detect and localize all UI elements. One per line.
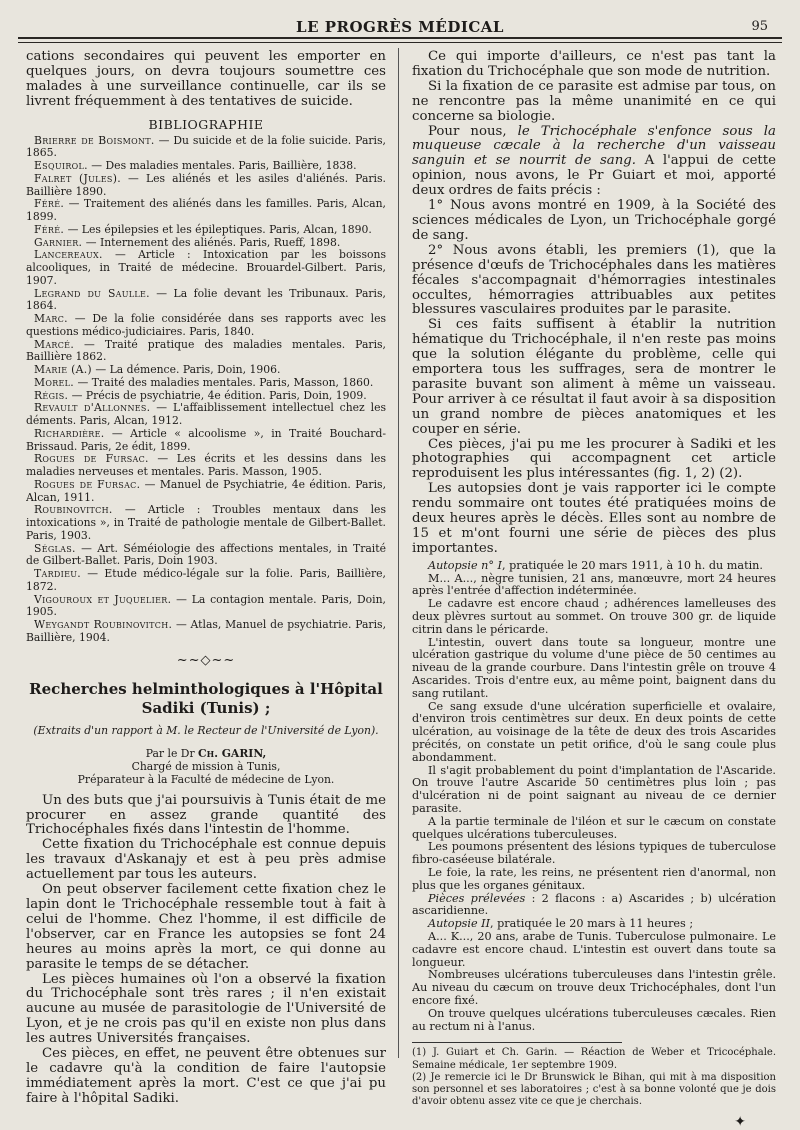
bib-text: — L'affaiblissement intellectuel chez les déments. Paris, Alcan, 1912. bbox=[26, 401, 386, 428]
autopsy-paragraph: M... A..., nègre tunisien, 21 ans, manœuvre, mort 24 heures après l'entrée d'affection indéterminée. bbox=[412, 571, 776, 598]
bib-author: Falret (Jules). bbox=[34, 171, 121, 185]
paragraph bbox=[412, 125, 776, 200]
header-rule-thin bbox=[18, 42, 782, 43]
bibliography-entry bbox=[26, 173, 386, 199]
autopsy-heading bbox=[412, 918, 776, 931]
bibliography-entry bbox=[26, 313, 386, 339]
paragraph: Ces pièces, j'ai pu me les procurer à Sadiki et les photographies qui accompagnent cet article reproduisent les plus intéressantes (fig. 1, 2) (2). bbox=[412, 436, 776, 482]
paragraph: 2° Nous avons établi, les premiers (1), que la présence d'œufs de Trichocéphales dans les matières fécales s'accompagnait d'hémorragies intestinales occultes, hémorragies attribuables aux petites blessures vasculaires produites par le parasite. bbox=[412, 242, 776, 318]
bib-text: — Article : Intoxication par les boissons alcooliques, in Traité de médecine. Brouardel-Gilbert. Paris, 1907. bbox=[26, 248, 386, 287]
bib-author: Morel. bbox=[34, 375, 75, 389]
bib-author: Séglas. bbox=[34, 541, 76, 555]
bibliography-heading: BIBLIOGRAPHIE bbox=[148, 116, 264, 132]
autopsy-1-body bbox=[412, 573, 776, 893]
bib-author: Tardieu. bbox=[34, 567, 81, 581]
bib-text: — Les aliénés et les asiles d'aliénés. Paris. Baillière 1890. bbox=[26, 171, 386, 198]
paragraph: Ce qui importe d'ailleurs, ce n'est pas tant la fixation du Trichocéphale que son mode de nutrition. bbox=[412, 50, 776, 79]
bib-author: Vigouroux et Juquelier. bbox=[34, 592, 172, 606]
bib-text: — Les épilepsies et les épileptiques. Paris, Alcan, 1890. bbox=[64, 222, 372, 236]
bibliography-entry bbox=[26, 249, 386, 287]
bib-author: Marc. bbox=[34, 312, 68, 326]
paragraph: On peut observer facilement cette fixation chez le lapin dont le Trichocéphale ressemble tout à fait à celui de l'homme. Chez l'homme, il est difficile de l'observer, car en France les autopsies se font 24 heures au moins après la mort, ce qui donne au parasite le temps de se détacher. bbox=[26, 882, 386, 972]
bib-text: — Des maladies mentales. Paris, Baillière, 1838. bbox=[87, 159, 357, 173]
bib-author: Marcé. bbox=[34, 337, 75, 351]
emphasis: le Trichocéphale s'enfonce sous la muqueuse cæcale à la recherche d'un vaisseau sanguin et se nourrit de sang. bbox=[412, 123, 776, 169]
bib-author: Rogues de Fursac. bbox=[34, 477, 141, 491]
text: , pratiquée le 20 mars 1911, à 10 h. du matin. bbox=[501, 558, 763, 572]
specimens-line bbox=[412, 893, 776, 919]
autopsy-heading bbox=[412, 560, 776, 573]
autopsy-2-body bbox=[412, 931, 776, 1033]
bib-author: Weygandt Roubinovitch. bbox=[34, 618, 173, 632]
bib-text: — Atlas, Manuel de psychiatrie. Paris, Baillière, 1904. bbox=[26, 618, 386, 644]
paragraph: Les autopsies dont je vais rapporter ici le compte rendu sommaire ont toutes été pratiquées moins de deux heures après le décès. Elles sont au nombre de 15 et m'ont fourni une série de pièces des plus importantes. bbox=[412, 481, 776, 556]
paragraph: Ces pièces, en effet, ne peuvent être obtenues sur le cadavre qu'à la condition de faire l'autopsie immédiatement après la mort. C'est ce que j'ai pu faire à l'hôpital Sadiki. bbox=[26, 1046, 386, 1106]
bib-text: — La contagion mentale. Paris, Doin, 1905. bbox=[26, 592, 386, 619]
bibliography-entry bbox=[26, 428, 386, 454]
bib-author: Revault d'Allonnes. bbox=[34, 401, 151, 415]
footnotes bbox=[412, 1047, 776, 1108]
bib-author: Legrand du Saulle. bbox=[34, 286, 150, 300]
article-title: Recherches helminthologiques à l'Hôpital Sadiki (Tunis) ; bbox=[29, 679, 383, 717]
bib-text: — Les écrits et les dessins dans les maladies nerveuses et mentales. Paris. Masson, 1905. bbox=[26, 452, 386, 479]
bibliography-entry bbox=[26, 619, 386, 645]
bib-text: — Article : Troubles mentaux dans les intoxications », in Traité de pathologie mentale de Gilbert-Ballet. Paris, 1903. bbox=[26, 503, 386, 542]
bibliography-entry bbox=[26, 568, 386, 594]
author-line bbox=[26, 747, 386, 760]
autopsy-paragraph: L'intestin, ouvert dans toute sa longueur, montre une ulcération gastrique du volume d'une pièce de 50 centimes au niveau de la grande courbure. Dans l'intestin grêle on trouve 4 Ascarides. Trois d'entre eux, au même point, baignent dans du sang rutilant. bbox=[412, 635, 776, 700]
bib-text: — Etude médico-légale sur la folie. Paris, Baillière, 1872. bbox=[26, 567, 386, 593]
bib-text: — Internement des aliénés. Paris, Rueff, 1898. bbox=[82, 235, 341, 249]
bib-author: Féré. bbox=[34, 222, 65, 236]
journal-title: LE PROGRÈS MÉDICAL bbox=[296, 18, 504, 36]
bib-text: — Précis de psychiatrie, 4e édition. Paris, Doin, 1909. bbox=[68, 388, 367, 402]
column-separator bbox=[398, 48, 399, 1058]
specimens-label: Pièces prélevées bbox=[428, 891, 526, 905]
bib-author: Rogues de Fursac. bbox=[34, 452, 149, 466]
autopsy-paragraph: Les poumons présentent des lésions typiques de tuberculose fibro-caséeuse bilatérale. bbox=[412, 840, 776, 867]
text: , pratiquée le 20 mars à 11 heures ; bbox=[490, 917, 694, 931]
header-rule bbox=[18, 37, 782, 39]
bib-author: Roubinovitch. bbox=[34, 503, 113, 517]
bibliography-entry bbox=[26, 339, 386, 365]
end-ornament: ✦ bbox=[734, 1114, 746, 1130]
autopsy-paragraph: A la partie terminale de l'iléon et sur le cæcum on constate quelques ulcérations tuberculeuses. bbox=[412, 814, 776, 841]
bib-author: Richardière. bbox=[34, 426, 105, 440]
bib-author: Régis. bbox=[34, 388, 69, 402]
paragraph: Cette fixation du Trichocéphale est connue depuis les travaux d'Askanajy et est à peu près admise actuellement par tous les auteurs. bbox=[26, 837, 386, 883]
bib-text: — De la folie considérée dans ses rapports avec les questions médico-judiciaires. Paris, 1840. bbox=[26, 312, 386, 338]
left-column bbox=[26, 50, 386, 1107]
text: A l'appui de cette opinion, nous avons, le Pr Guiart et moi, apporté deux ordres de faits précis : bbox=[412, 153, 776, 199]
bib-text: — La folie devant les Tribunaux. Paris, 1864. bbox=[26, 286, 386, 313]
bib-author: Brierre de Boismont. bbox=[34, 133, 155, 147]
author-title: Chargé de mission à Tunis, bbox=[131, 759, 281, 773]
section-ornament: ~~◇~~ bbox=[176, 652, 236, 668]
bib-text: — La démence. Paris, Doin, 1906. bbox=[91, 363, 281, 377]
footnote-rule bbox=[412, 1042, 622, 1043]
bibliography-entry bbox=[26, 543, 386, 569]
author-name: Ch. GARIN, bbox=[198, 746, 267, 760]
bib-author: Lancereaux. bbox=[34, 248, 103, 262]
article-subtitle: (Extraits d'un rapport à M. le Recteur de l'Université de Lyon). bbox=[33, 723, 379, 737]
bibliography-entry bbox=[26, 198, 386, 224]
bibliography-list bbox=[26, 135, 386, 645]
bib-author: Féré. bbox=[34, 197, 65, 211]
text: : 2 flacons : a) Ascarides ; b) ulcération ascaridienne. bbox=[412, 891, 776, 918]
author-affiliation: Préparateur à la Faculté de médecine de Lyon. bbox=[77, 772, 335, 786]
autopsy-paragraph: On trouve quelques ulcérations tuberculeuses cæcales. Rien au rectum ni à l'anus. bbox=[412, 1006, 776, 1033]
footnote: (1) J. Guiart et Ch. Garin. — Réaction de Weber et Tricocéphale. Semaine médicale, 1er septembre 1909. bbox=[412, 1047, 776, 1071]
text: Pour nous, bbox=[428, 123, 518, 139]
bib-author: Esquirol. bbox=[34, 159, 88, 173]
bib-author: Marie (A.) bbox=[34, 363, 92, 377]
paragraph: Les pièces humaines où l'on a observé la fixation du Trichocéphale sont très rares ; il n'en existait aucune au musée de parasitologie de l'Université de Lyon, et je ne crois pas qu'il en existe non plus dans les autres Universités françaises. bbox=[26, 971, 386, 1047]
paragraph: Un des buts que j'ai poursuivis à Tunis était de me procurer en assez grande quantité des Trichocéphales fixés dans l'intestin de l'homme. bbox=[26, 792, 386, 838]
autopsy-label: Autopsie n° I bbox=[428, 558, 502, 572]
bibliography-entry bbox=[26, 288, 386, 314]
autopsy-paragraph: Le cadavre est encore chaud ; adhérences lamelleuses des deux plèvres surtout au sommet. On trouve 300 gr. de liquide citrin dans le péricarde. bbox=[412, 597, 776, 636]
bibliography-entry bbox=[26, 453, 386, 479]
page-number: 95 bbox=[751, 19, 768, 34]
autopsy-paragraph: Nombreuses ulcérations tuberculeuses dans l'intestin grêle. Au niveau du cæcum on trouve deux Trichocéphales, dont l'un encore fixé. bbox=[412, 968, 776, 1007]
bib-text: — Traité pratique des maladies mentales. Paris, Baillière 1862. bbox=[26, 337, 386, 364]
bib-text: — Traitement des aliénés dans les familles. Paris, Alcan, 1899. bbox=[26, 197, 386, 224]
bib-text: — Manuel de Psychiatrie, 4e édition. Paris, Alcan, 1911. bbox=[26, 477, 386, 504]
bibliography-entry bbox=[26, 504, 386, 542]
bibliography-entry bbox=[26, 594, 386, 620]
bibliography-entry bbox=[26, 479, 386, 505]
bibliography-entry bbox=[26, 135, 386, 161]
autopsy-paragraph: Il s'agit probablement du point d'implantation de l'Ascaride. On trouve l'autre Ascaride 50 centimètres plus loin ; pas d'ulcération ni de point saignant au niveau de ce dernier parasite. bbox=[412, 763, 776, 815]
bib-text: — Art. Séméiologie des affections mentales, in Traité de Gilbert-Ballet. Paris, Doin 1903. bbox=[26, 541, 386, 568]
article-body-left bbox=[26, 794, 386, 1107]
intro-paragraph: cations secondaires qui peuvent les emporter en quelques jours, on devra toujours soumettre ces malades à une surveillance continuelle, car ils se livrent fréquemment à des tentatives de suicide. bbox=[26, 50, 386, 109]
paragraph: Si ces faits suffisent à établir la nutrition hématique du Trichocéphale, il n'en reste pas moins que la solution élégante du problème, celle qui emportera tous les suffrages, sera de montrer le parasite buvant son aliment à même un vaisseau. Pour arriver à ce résultat il faut avoir à sa disposition un grand nombre de pièces anatomiques et les couper en série. bbox=[412, 317, 776, 437]
autopsy-paragraph: Ce sang exsude d'une ulcération superficielle et ovalaire, d'environ trois centimètres sur deux. En deux points de cette ulcération, au voisinage de la tête de deux des trois Ascarides précités, on constate un petit orifice, d'où le sang coule plus abondamment. bbox=[412, 699, 776, 764]
bib-text: — Traité des maladies mentales. Paris, Masson, 1860. bbox=[74, 375, 374, 389]
autopsy-paragraph: A... K..., 20 ans, arabe de Tunis. Tuberculose pulmonaire. Le cadavre est encore chaud. L'intestin est ouvert dans toute sa longueur. bbox=[412, 929, 776, 969]
bibliography-entry bbox=[26, 402, 386, 428]
autopsy-label: Autopsie II bbox=[428, 917, 491, 931]
bib-text: — Article « alcoolisme », in Traité Bouchard-Brissaud. Paris, 2e édit, 1899. bbox=[26, 426, 386, 453]
autopsy-paragraph: Le foie, la rate, les reins, ne présentent rien d'anormal, non plus que les organes génitaux. bbox=[412, 865, 776, 892]
right-column bbox=[412, 50, 776, 1130]
paragraph: 1° Nous avons montré en 1909, à la Société des sciences médicales de Lyon, un Trichocéphale gorgé de sang. bbox=[412, 198, 776, 243]
bib-author: Garnier. bbox=[34, 235, 83, 249]
author-block bbox=[26, 747, 386, 786]
bib-text: — Du suicide et de la folie suicide. Paris, 1865. bbox=[26, 133, 386, 160]
author-prefix: Par le Dr bbox=[145, 746, 199, 760]
paragraph: Si la fixation de ce parasite est admise par tous, on ne rencontre pas la même unanimité en ce qui concerne sa biologie. bbox=[412, 78, 776, 124]
footnote: (2) Je remercie ici le Dr Brunswick le Bihan, qui mit à ma disposition son personnel et ses laboratoires ; c'est à sa bonne volonté que je dois d'avoir obtenu assez vite ce que je cherchais. bbox=[412, 1071, 776, 1108]
